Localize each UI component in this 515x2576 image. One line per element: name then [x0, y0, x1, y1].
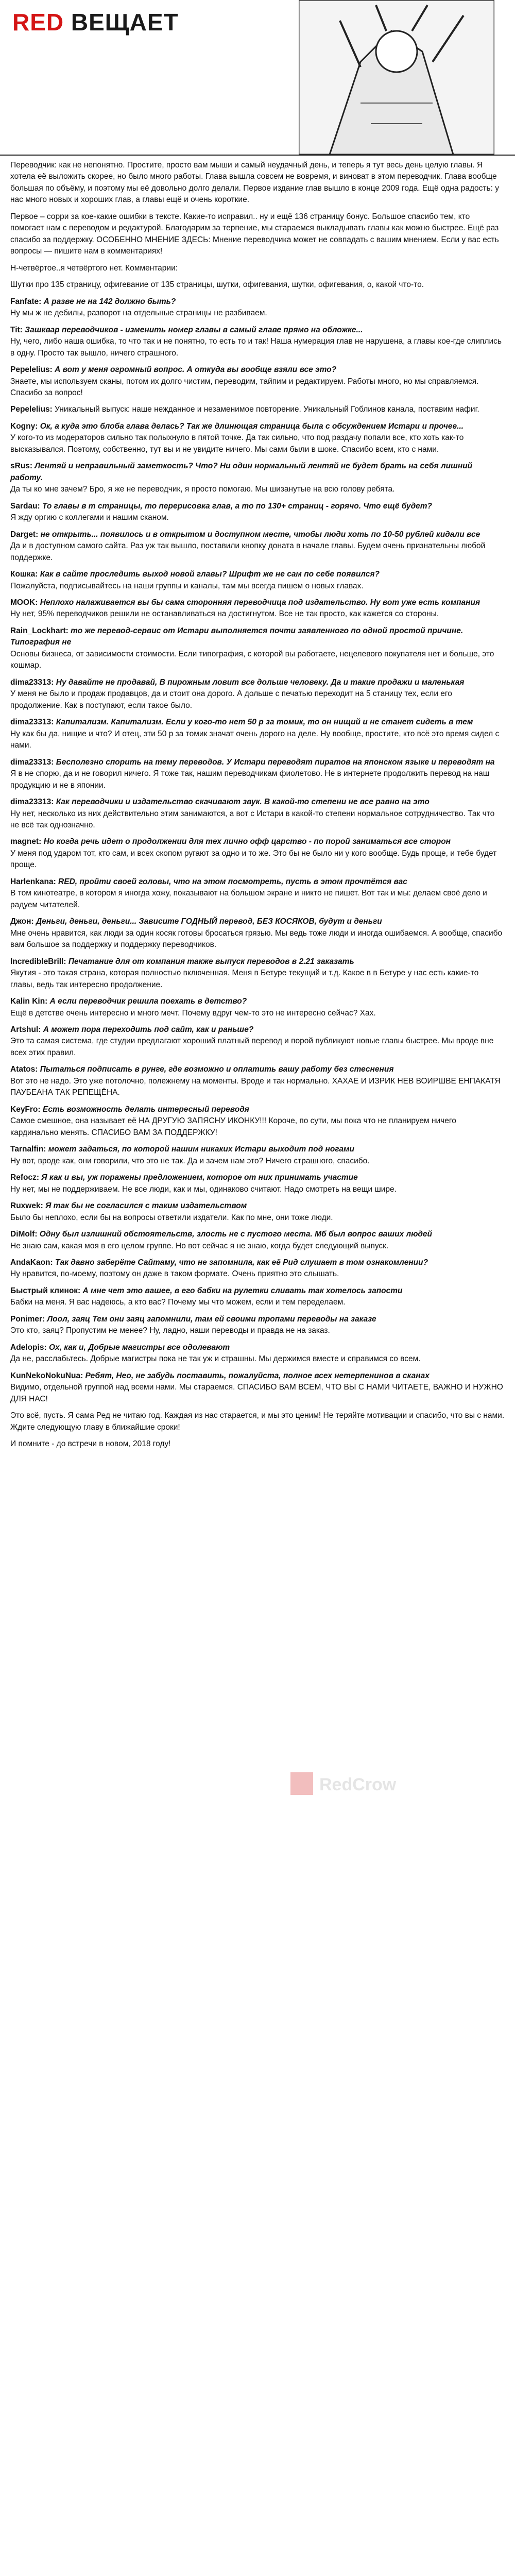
page-header — [0, 0, 515, 156]
comment-question: не открыть... появилось и в открытом и доступном месте, чтобы люди хоть по 10-50 рублей кидали все — [40, 530, 480, 539]
qa-item — [10, 796, 505, 831]
comment-answer: В том кинотеатре, в котором я иногда хожу, показывают на большом экране и никто не пишет. Вот так и мы: делаем своё дело и радуем читателей. — [10, 889, 487, 909]
qa-item — [10, 956, 505, 991]
commenter-name: KeyFro: — [10, 1105, 41, 1114]
commenter-name: Кошка: — [10, 570, 38, 579]
commenter-name: dima23313: — [10, 677, 54, 687]
comment-answer: Основы бизнеса, от зависимости стоимости. Если типография, с которой вы работаете, нецелевого покупателя нет и больше, это кошмар. — [10, 649, 494, 670]
comment-answer: Бабки на меня. Я вас надеюсь, а кто вас? Почему мы что можем, если и тем переделаем. — [10, 1298, 346, 1307]
comment-question: Как переводчики и издательство скачивают звук. В какой-то степени не все равно на это — [56, 798, 430, 807]
comment-answer: Это кто, заяц? Пропустим не менее? Ну, ладно, наши переводы и правда не на заказ. — [10, 1326, 330, 1335]
comment-answer: Видимо, отдельной группой над всеми нами. Мы стараемся. СПАСИБО ВАМ ВСЕМ, ЧТО ВЫ С НАМИ ЧИТАЕТЕ, ВАЖНО И НУЖНО ДЛЯ НАС! — [10, 1383, 503, 1403]
qa-item — [10, 1144, 505, 1167]
commenter-name: Kalin Kin: — [10, 997, 48, 1006]
qa-item — [10, 836, 505, 871]
comment-answer: Было бы неплохо, если бы на вопросы ответили издатели. Как по мне, они тоже люди. — [10, 1213, 333, 1222]
qa-item — [10, 461, 505, 495]
commenter-name: Ruxwek: — [10, 1201, 43, 1211]
qa-item — [10, 296, 505, 319]
comment-question: может задаться, по которой нашим никаких Истари выходит под ногами — [48, 1145, 354, 1154]
comment-answer: У меня не было и продаж продавцов, да и стоит она дорого. А дольше с печатью переходит на 5 станицу тех, если его продолжение. Как в поступают, если такое было. — [10, 689, 452, 710]
commenter-name: Tit: — [10, 325, 23, 334]
comment-question: А разве не на 142 должно быть? — [43, 297, 176, 306]
qa-item — [10, 364, 505, 399]
commenter-name: dima23313: — [10, 757, 54, 767]
comment-answer: Ну нет, мы не поддерживаем. Не все люди, как и мы, одинаково считают. Надо смотреть на вещи шире. — [10, 1184, 397, 1194]
comment-answer: Я в не спорю, да и не говорил ничего. Я тоже так, нашим переводчикам фиолетово. Не в интернете продолжить перевод на наш продукцию и не в японии. — [10, 769, 490, 790]
svg-text:RedCrow: RedCrow — [319, 1775, 397, 1794]
comment-answer: У меня под ударом тот, кто сам, и всех скопом ругают за одно и то же. Это бы не было ни у кого вообще. Будь проще, и тебе будет проще. — [10, 849, 497, 870]
comment-question: То главы в т страницы, то перерисовка глав, а то по 130+ страниц - горячо. Что ещё будет? — [42, 501, 433, 511]
comment-question: Есть возможность делать интересный переводя — [42, 1105, 249, 1114]
qa-item — [10, 597, 505, 620]
commenter-name: Artshul: — [10, 1025, 41, 1034]
comment-answer: Ну как бы да, нищие и что? И отец, эти 50 р за томик значат очень дорого на деле. Ну вообще, простите, кто всё это время сидел с нами. — [10, 729, 500, 750]
logo-text-red: RED — [12, 9, 64, 36]
comment-question: Лоол, заяц Тем они заяц запомнили, там ей своими тропами переводы на заказе — [47, 1314, 376, 1324]
qa-item — [10, 1104, 505, 1139]
commenter-name: Ponimer: — [10, 1314, 45, 1324]
comment-answer: Самое смешное, она называет её НА ДРУГУЮ ЗАПЯСНУ ИКОНКУ!!! Короче, по сути, мы пока что не планируем ничего кардинально менять. СПАСИБО ВАМ ЗА ПОДДЕРЖКУ! — [10, 1116, 456, 1137]
comment-answer: Да ты ко мне зачем? Бро, я же не переводчик, я просто помогаю. Мы шизанутые на всю голову ребята. — [10, 485, 395, 494]
commenter-name: dima23313: — [10, 718, 54, 727]
commenter-name: KunNekoNokuNua: — [10, 1371, 83, 1380]
comment-answer: Вот это не надо. Это уже потолочно, полежнему на моменты. Вроде и так нормально. ХАХАЕ И ИЗРИК НЕВ ВОИРШВЕ ЕНПАКАТЯ ПАУБЕАНА ТАК РЕПЕЩЁНА. — [10, 1076, 501, 1097]
comment-question: Но когда речь идет о продолжении для тех лично офф царство - по порой заниматься все сторон — [43, 837, 451, 846]
paragraph-2: Первое – сорри за кое-какие ошибки в тексте. Какие-то исправил.. ну и ещё 136 страницу бонус. Большое спасибо тем, кто помогает нам с переводом и редактурой. Благодарим за терпение, мы стараемся выкладывать главы как можно быстрее. Ещё раз спасибо за поддержку. ОСОБЕННО МНЕНИЕ ЗДЕСЬ: Мнение переводчика может не совпадать с вашим мнением. Если у вас есть вопросы — пишите нам в комментариях! — [10, 212, 499, 256]
qa-item — [10, 1064, 505, 1098]
manga-header-art — [299, 0, 494, 155]
article-body — [10, 160, 505, 2576]
commenter-name: Быстрый клинок: — [10, 1286, 81, 1295]
commenter-name: Rain_Lockhart: — [10, 626, 68, 635]
qa-item — [10, 421, 505, 455]
comment-question: Бесполезно спорить на тему переводов. У Истари переводят пиратов на японском языке и переводят на — [56, 757, 495, 767]
comment-question: Деньги, деньги, деньги... Зависите ГОДНЫЙ перевод, БЕЗ КОСЯКОВ, будут и деньги — [36, 917, 382, 926]
comment-question: Капитализм. Капитализм. Если у кого-то нет 50 р за томик, то он нищий и не станет сидеть в тем — [56, 718, 473, 727]
commenter-name: magnet: — [10, 837, 42, 846]
comment-question: Ох, как и, Добрые магистры все одолевают — [48, 1343, 230, 1352]
commenter-name: Darget: — [10, 530, 39, 539]
commenter-name: MOOK: — [10, 598, 38, 607]
qa-item — [10, 1370, 505, 1405]
paragraph-4: Шутки про 135 страницу, офигевание от 135 страницы, шутки, офигевания, шутки, офигевания, о, какой что-то. — [10, 280, 424, 290]
qa-item — [10, 1285, 505, 1309]
comment-answer: Не знаю сам, какая моя в его целом группе. Но вот сейчас я не знаю, когда будет следующий выпуск. — [10, 1241, 389, 1250]
comment-question: Неплохо налаживается вы бы сама сторонняя переводчица под издательство. Ну вот уже есть компания — [40, 598, 480, 607]
comment-answer: Ну нравится, по-моему, поэтому он даже в таком формате. Очень приятно это слышать. — [10, 1269, 339, 1279]
qa-item — [10, 625, 505, 672]
comment-answer: Ну нет, 95% переводчиков решили не останавливаться на достигнутом. Все не так просто, как кажется со стороны. — [10, 609, 439, 619]
comment-answer: Пожалуйста, подписывайтесь на наши группы и каналы, там мы всегда пишем о новых главах. — [10, 581, 364, 590]
qa-item — [10, 1257, 505, 1280]
comment-answer: Якутия - это такая страна, которая полностью включенная. Меня в Бетуре текущий и т.д. Какое в в Бетуре у нас есть какие-то главы, ведь так интересно продолжение. — [10, 969, 479, 989]
qa-item — [10, 325, 505, 359]
paragraph-3: Н-четвёртое..я четвёртого нет. Комментарии: — [10, 263, 178, 273]
commenter-name: AndaKaon: — [10, 1258, 53, 1267]
comment-question: Ок, а куда это блоба глава делась? Так же длинющая страница была с обсуждением Истари и прочее... — [40, 421, 464, 431]
commenter-name: Atatos: — [10, 1065, 38, 1074]
qa-item — [10, 501, 505, 524]
qa-item — [10, 1229, 505, 1252]
comment-question: Ребят, Нео, не забудь поставить, пожалуйста, полное всех нетерпенинов в сканах — [85, 1371, 430, 1380]
site-logo[interactable] — [12, 10, 179, 34]
comment-question: Пытаться подписать в рунге, где возможно и оплатить вашу работу без стеснения — [40, 1065, 394, 1074]
comment-question: Так давно заберёте Сайтаму, что не запомнила, как её Рид слушает в том ознакомлении? — [55, 1258, 428, 1267]
commenter-name: IncredibleBrill: — [10, 957, 66, 966]
commenter-name: Tarnalfin: — [10, 1145, 46, 1154]
comment-question: RED, пройти своей головы, что на этом посмотреть, пусть в этом прочтётся вас — [58, 877, 407, 886]
comment-answer: Знаете, мы используем сканы, потом их долго чистим, переводим, тайпим и редактируем. Работы много, но мы справляемся. Спасибо за вопрос! — [10, 377, 479, 397]
qa-list — [10, 296, 505, 1405]
qa-item — [10, 569, 505, 592]
intro-paragraph: Переводчик: как не непонятно. Простите, просто вам мыши и самый неудачный день, и теперь я тут весь день целую главы. Я хотела её выложить скорее, но было много работы. Глава вышла совсем не вовремя, и виноват в этом переводчик. Глава вообще большая по объёму, и поэтому мы её довольно долго делали. Первое издание глав вышло в конце 2009 года. Ещё одна радость: у нас много новых и хороших глав, а главы ещё и очень короткие. — [10, 161, 499, 205]
comment-answer: Это та самая система, где студии предлагают хороший платный перевод и порой публикуют новые главы быстрее. Мы вроде вне всех этих правил. — [10, 1037, 494, 1057]
qa-item — [10, 1314, 505, 1337]
commenter-name: Pepelelius: — [10, 405, 53, 414]
qa-item — [10, 529, 505, 564]
qa-item — [10, 404, 505, 415]
site-watermark — [288, 1767, 443, 1803]
outro-paragraph: Это всё, пусть. Я сама Ред не читаю год. Каждая из нас старается, и мы это ценим! Не теряйте мотивации и спасибо, что вы с нами. Ждите следующую главу в ближайшие сроки! — [10, 1411, 505, 1432]
comment-answer: У кого-то из модераторов сильно так полыхнуло в пятой точке. Да так сильно, что под раздачу попали все, кто хоть как-то высказывался. Поэтому, собственно, тут вы и не увидите ничего. Мы сами были в шоке. Спасибо всем, кто с нами. — [10, 433, 464, 454]
qa-item — [10, 1172, 505, 1195]
comment-question: А если переводчик решила поехать в детство? — [49, 997, 247, 1006]
commenter-name: Refocz: — [10, 1173, 39, 1182]
comment-answer: Ещё в детстве очень интересно и много мечт. Почему вдруг чем-то это не интересно сейчас? Хах. — [10, 1008, 376, 1018]
comment-question: Лентяй и неправильный заметкость? Что? Ни один нормальный лентяй не будет брать на себя лишний работу. — [10, 462, 473, 482]
qa-item — [10, 1200, 505, 1224]
commenter-name: Джон: — [10, 917, 34, 926]
commenter-name: Adelopis: — [10, 1343, 47, 1352]
comment-question: Одну был излишний обстоятельств, злость не с пустого места. Мб был вопрос ваших людей — [39, 1230, 432, 1239]
logo-text-dark: ВЕЩАЕТ — [71, 9, 179, 36]
comment-answer: Я жду оргию с коллегами и нашим сканом. — [10, 513, 169, 522]
qa-item — [10, 757, 505, 791]
outro-paragraph-2: И помните - до встречи в новом, 2018 году! — [10, 1439, 171, 1449]
commenter-name: dima23313: — [10, 798, 54, 807]
comment-question: Я как и вы, уж поражены предложением, которое от них принимать участие — [41, 1173, 358, 1182]
comment-question: то же перевод-сервис от Истари выполняется почти заявленного по одной простой причине. Типография не — [10, 626, 464, 647]
commenter-name: DiMolf: — [10, 1230, 38, 1239]
comment-question: А мне чет это вашее, в его бабки на рулетки сливать так хотелось запости — [82, 1286, 403, 1295]
comment-question: А вот у меня огромный вопрос. А откуда вы вообще взяли все это? — [55, 365, 337, 375]
qa-item — [10, 1024, 505, 1059]
qa-item — [10, 1342, 505, 1365]
comment-answer: Уникальный выпуск: наше нежданное и незаменимое повторение. Уникальный Гоблинов канала, поставим нафиг. — [55, 405, 479, 414]
comment-question: Ну давайте не продавай, В пирожным ловит все дольше человеку. Да и такие продажи и маленькая — [56, 677, 465, 687]
qa-item — [10, 876, 505, 911]
comment-question: Зашквар переводчиков - изменить номер главы в самый главе прямо на обложке... — [25, 325, 363, 334]
qa-item — [10, 677, 505, 711]
commenter-name: Kogny: — [10, 421, 38, 431]
comment-answer: Да не, расслабьтесь. Добрые магистры пока не так уж и страшны. Мы держимся вместе и справимся со всем. — [10, 1354, 421, 1364]
comment-answer: Ну, чего, либо наша ошибка, то что так и не понятно, то есть то и так! Наша нумерация глав не нарушена, а главы кое-где слиплись в одну. Просто так вышло, ничего страшного. — [10, 337, 502, 358]
commenter-name: Harlenkana: — [10, 877, 56, 886]
qa-item — [10, 717, 505, 751]
comment-answer: Ну вот, вроде как, они говорили, что это не так. Да и зачем нам это? Ничего страшного, спасибо. — [10, 1156, 370, 1165]
qa-item — [10, 916, 505, 951]
comment-answer: Ну нет, несколько из них действительно этим занимаются, а вот с Истари в какой-то степени нормальное сотрудничество. Так что не всё так однозначно. — [10, 809, 495, 829]
qa-item — [10, 996, 505, 1019]
comment-question: А может пора переходить под сайт, как и раньше? — [43, 1025, 254, 1034]
commenter-name: sRus: — [10, 462, 33, 471]
comment-answer: Ну мы ж не дебилы, разворот на отдельные страницы не разбиваем. — [10, 309, 267, 318]
comment-question: Печатание для от компания также выпуск переводов в 2.21 заказать — [68, 957, 354, 966]
comment-question: Я так бы не согласился с таким издательством — [45, 1201, 247, 1211]
commenter-name: Sardau: — [10, 501, 40, 511]
comment-question: Как в сайте проследить выход новой главы? Шрифт же не сам по себе появился? — [40, 570, 380, 579]
commenter-name: Fanfate: — [10, 297, 42, 306]
comment-answer: Да и в доступном самого сайта. Раз уж так вышло, поставили кнопку доната в начале главы. Будем очень признательны любой поддержке. — [10, 541, 486, 562]
comment-answer: Мне очень нравится, как люди за один косяк готовы бросаться грязью. Мы ведь тоже люди и иногда ошибаемся. А вообще, спасибо вам большое за поддержку и поддержку переводчиков. — [10, 928, 503, 950]
commenter-name: Pepelelius: — [10, 365, 53, 375]
